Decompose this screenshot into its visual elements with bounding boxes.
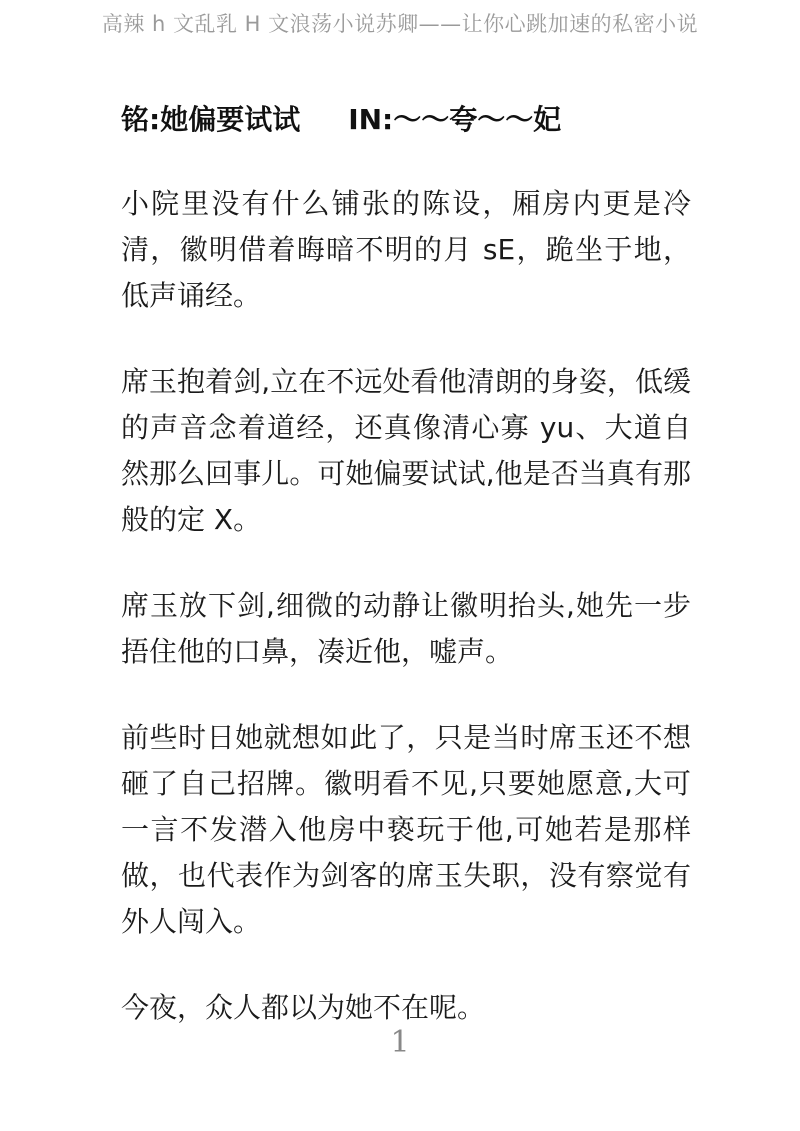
paragraph-2: 席玉抱着剑,立在不远处看他清朗的身姿，低缓的声音念着道经，还真像清心寡 yu、大道自然那么回事儿。可她偏要试试,他是否当真有那般的定 X。 [121,365,691,536]
paragraph-1: 小院里没有什么铺张的陈设，厢房内更是冷清，徽明借着晦暗不明的月 sE，跪坐于地，低声诵经。 [121,187,691,312]
author-line: IN:〜〜夸〜〜妃 [348,103,562,136]
chapter-heading [121,95,691,145]
chapter-title: 铭:她偏要试试 [121,103,301,136]
paragraph-4: 前些时日她就想如此了，只是当时席玉还不想砸了自己招牌。徽明看不见,只要她愿意,大可一言不发潜入他房中亵玩于他,可她若是那样做，也代表作为剑客的席玉失职，没有察觉有外人闯入。 [121,721,691,938]
page-number: 1 [390,1025,410,1060]
document-page [121,95,691,1031]
paragraph-5: 今夜，众人都以为她不在呢。 [121,991,486,1024]
watermark-title: 高辣 h 文乱乳 H 文浪荡小说苏卿——让你心跳加速的私密小说 [101,12,699,36]
paragraph-3: 席玉放下剑,细微的动静让徽明抬头,她先一步捂住他的口鼻，凑近他，嘘声。 [121,589,691,668]
